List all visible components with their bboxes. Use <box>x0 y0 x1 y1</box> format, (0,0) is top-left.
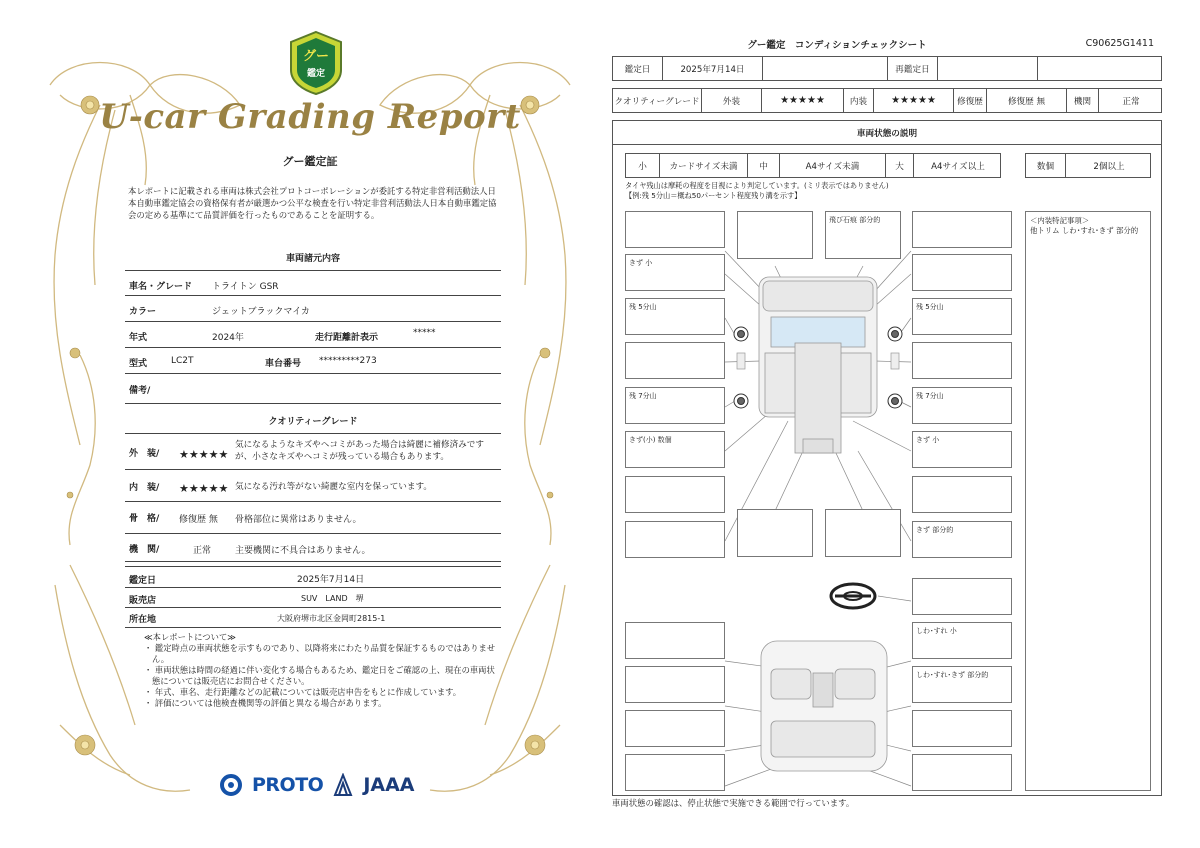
jaaa-logo-icon <box>333 773 353 797</box>
note-item: ・ 車両状態は時間の経過に伴い変化する場合もあるため、鑑定日をご確認の上、現在の車両状態については販売店にお問合せください。 <box>144 665 495 686</box>
tire-note: タイヤ残山は摩耗の程度を目視により判定しています。(ミリ表示ではありません) <box>625 181 889 190</box>
appraisal-date-value: 2025年7月14日 <box>663 57 763 80</box>
report-notes <box>140 632 500 709</box>
vehicle-state-panel <box>612 120 1162 796</box>
shop-value: SUV LAND 堺 <box>301 594 364 603</box>
grade-row-exterior <box>125 433 501 470</box>
appraisal-date-row <box>612 56 1162 81</box>
damage-box-left-1 <box>625 211 725 248</box>
tire-example: 【例:残 5分山＝概ね50パーセント程度残り溝を示す】 <box>625 191 802 200</box>
interior-box-right-4 <box>912 710 1012 747</box>
grading-certificate <box>40 25 580 825</box>
spec-row-remarks <box>125 374 501 404</box>
damage-box-right-3: 残 5分山 <box>912 298 1012 335</box>
ext-label: 外装 <box>702 89 762 112</box>
note-item: ・ 鑑定時点の車両状態を示すものであり、以降将来にわたり品質を保証するものではありません。 <box>144 643 496 664</box>
mileage-value: ***** <box>413 328 436 338</box>
damage-box-left-8 <box>625 521 725 558</box>
quality-grade-row <box>612 88 1162 113</box>
legend-medium-desc: A4サイズ未満 <box>780 154 886 177</box>
sheet-title: グー鑑定 コンディションチェックシート <box>747 40 927 51</box>
interior-box-right-5 <box>912 754 1012 791</box>
frame-label: 骨 格/ <box>129 514 160 524</box>
int-label: 内装 <box>844 89 874 112</box>
interior-box-left-3 <box>625 710 725 747</box>
reappraisal-blank <box>1038 57 1163 80</box>
note-item: ・ 年式、車名、走行距離などの記載については販売店申告をもとに作成しています。 <box>144 687 462 697</box>
model-label: 型式 <box>129 359 148 369</box>
notes-title: ≪本レポートについて≫ <box>144 632 236 642</box>
damage-box-left-6: きず(小) 数個 <box>625 431 725 468</box>
legend-medium: 中 <box>748 154 780 177</box>
damage-box-left-5: 残 7分山 <box>625 387 725 424</box>
legend-large-desc: A4サイズ以上 <box>931 161 985 172</box>
jaaa-logo: JAAA <box>363 774 415 796</box>
address-value: 大阪府堺市北区金岡町2815-1 <box>277 614 386 623</box>
legend-large: 大 <box>886 154 914 177</box>
exterior-desc: 気になるようなキズやヘコミがあった場合は綺麗に補修済みですが、小さなキズやヘコミが残っている場合もあります。 <box>235 440 484 462</box>
repair-label: 修復歴 <box>954 89 987 112</box>
damage-box-bottom-1 <box>737 509 813 557</box>
interior-box-right-1 <box>912 578 1012 615</box>
damage-box-top-2: 飛び石痕 部分的 <box>825 211 901 259</box>
date-value: 2025年7月14日 <box>297 575 365 585</box>
svg-text:鑑定: 鑑定 <box>306 69 326 79</box>
spec-row-year <box>125 322 501 348</box>
damage-box-left-3: 残 5分山 <box>625 298 725 335</box>
script-title: U-car Grading Report <box>99 97 521 137</box>
interior-stars: ★★★★★ <box>179 482 229 495</box>
condition-check-sheet <box>612 30 1164 820</box>
engine-value: 正常 <box>193 546 212 556</box>
damage-box-top-1 <box>737 211 813 259</box>
interior-box-left-1 <box>625 622 725 659</box>
sheet-footer: 車両状態の確認は、停止状態で実施できる範囲で行っています。 <box>612 798 855 808</box>
legend-count: 数個 <box>1026 154 1066 177</box>
date-row <box>125 566 501 588</box>
engine-label: 機 関/ <box>129 545 160 555</box>
mileage-label: 走行距離計表示 <box>315 333 379 343</box>
spec-row-name <box>125 270 501 296</box>
appraisal-date-label: 鑑定日 <box>613 57 663 80</box>
chassis-label: 車台番号 <box>265 359 302 369</box>
special-notes-text: 他トリム しわ･すれ･きず 部分的 <box>1030 226 1139 235</box>
frame-value: 修復歴 無 <box>179 515 218 525</box>
interior-box-left-2 <box>625 666 725 703</box>
engine-value: 正常 <box>1122 96 1140 107</box>
shop-label: 販売店 <box>129 596 157 606</box>
footer-logos <box>220 773 415 797</box>
damage-box-left-7 <box>625 476 725 513</box>
shop-row <box>125 588 501 608</box>
legend-count-desc: 2個以上 <box>1093 161 1125 172</box>
grade-row-engine <box>125 534 501 562</box>
date-label: 鑑定日 <box>129 576 157 586</box>
damage-box-left-4 <box>625 342 725 379</box>
legend-small: 小 <box>626 154 660 177</box>
remarks-label: 備考/ <box>129 386 151 396</box>
count-legend <box>1025 153 1151 178</box>
goo-appraisal-badge-icon <box>287 30 345 96</box>
damage-box-right-2 <box>912 254 1012 291</box>
grade-section-title: クオリティーグレード <box>268 417 358 427</box>
damage-box-bottom-2 <box>825 509 901 557</box>
certificate-intro: 本レポートに記載される車両は株式会社プロトコーポレーションが委託する特定非営利活動法人日本自動車鑑定協会の資格保有者が厳選かつ公平な検査を行い特定非営利活動法人日本自動車鑑定協会の定める基準にて品質評価を行ったものであることを証明する。 <box>128 186 497 220</box>
exterior-label: 外 装/ <box>129 449 160 459</box>
damage-box-right-6: きず 小 <box>912 431 1012 468</box>
year-label: 年式 <box>129 333 148 343</box>
spec-row-color <box>125 296 501 322</box>
certificate-subtitle: グー鑑定証 <box>282 155 338 168</box>
spec-section-title: 車両諸元内容 <box>285 254 340 264</box>
reappraisal-label: 再鑑定日 <box>888 57 938 80</box>
interior-desc: 気になる汚れ等がない綺麗な室内を保っています。 <box>235 482 432 492</box>
proto-logo-icon <box>220 774 242 796</box>
interior-box-right-2: しわ･すれ 小 <box>912 622 1012 659</box>
year-value: 2024年 <box>212 333 244 343</box>
engine-label: 機関 <box>1067 89 1099 112</box>
svg-text:グー: グー <box>302 49 330 64</box>
appraisal-blank <box>763 57 888 80</box>
reappraisal-value <box>938 57 1038 80</box>
sheet-id: C90625G1411 <box>1085 38 1154 49</box>
legend-small-desc: カードサイズ未満 <box>660 154 748 177</box>
interior-special-notes <box>1025 211 1151 791</box>
chassis-value: *********273 <box>319 356 377 366</box>
interior-box-right-3: しわ･すれ･きず 部分的 <box>912 666 1012 703</box>
name-value: トライトン GSR <box>212 282 279 292</box>
repair-value: 修復歴 無 <box>987 89 1067 112</box>
grade-row-interior <box>125 470 501 502</box>
color-value: ジェットブラックマイカ <box>212 307 310 317</box>
name-label: 車名・グレード <box>129 282 193 292</box>
grade-row-frame <box>125 502 501 534</box>
interior-label: 内 装/ <box>129 483 160 493</box>
special-notes-title: ＜内装特記事項＞ <box>1030 216 1090 225</box>
damage-box-right-7 <box>912 476 1012 513</box>
frame-desc: 骨格部位に異常はありません。 <box>235 515 362 525</box>
damage-box-right-5: 残 7分山 <box>912 387 1012 424</box>
engine-desc: 主要機関に不具合はありません。 <box>235 546 371 556</box>
proto-logo: PROTO <box>252 774 324 796</box>
ext-stars: ★★★★★ <box>762 89 844 112</box>
damage-box-left-2: きず 小 <box>625 254 725 291</box>
spec-row-model <box>125 348 501 374</box>
exterior-stars: ★★★★★ <box>179 448 229 461</box>
damage-box-right-8: きず 部分的 <box>912 521 1012 558</box>
damage-box-right-4 <box>912 342 1012 379</box>
address-row <box>125 608 501 628</box>
address-label: 所在地 <box>129 615 157 625</box>
color-label: カラー <box>129 307 157 317</box>
note-item: ・ 評価については他検査機関等の評価と異なる場合があります。 <box>144 698 387 708</box>
damage-box-right-1 <box>912 211 1012 248</box>
model-value: LC2T <box>171 356 194 366</box>
int-stars: ★★★★★ <box>874 89 954 112</box>
interior-box-left-4 <box>625 754 725 791</box>
state-title: 車両状態の説明 <box>613 121 1161 145</box>
quality-label: クオリティーグレード <box>613 89 702 112</box>
